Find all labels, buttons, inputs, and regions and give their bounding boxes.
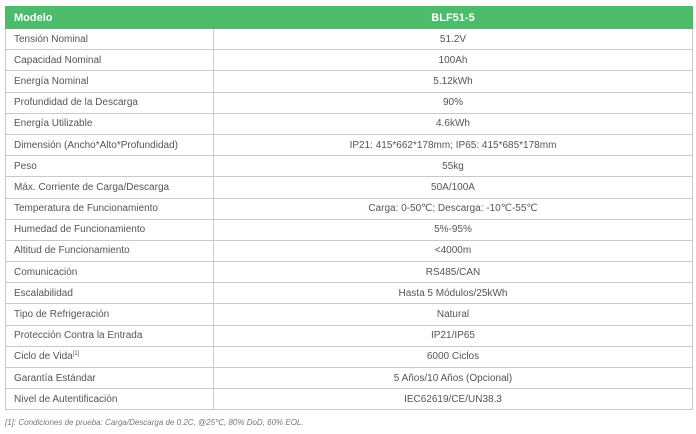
table-row [6, 346, 693, 367]
row-label: Tipo de Refrigeración [6, 304, 214, 325]
header-label: Modelo [6, 7, 214, 29]
row-value: 5 Años/10 Años (Opcional) [214, 368, 693, 389]
row-label: Garantía Estándar [6, 368, 214, 389]
table-row [6, 156, 693, 177]
row-label: Humedad de Funcionamiento [6, 219, 214, 240]
row-value: 5%-95% [214, 219, 693, 240]
footnote-text: [1]: Condiciones de prueba: Carga/Descarga de 0.2C, @25℃, 80% DoD, 60% EOL. [5, 418, 304, 427]
table-row [6, 325, 693, 346]
row-label: Máx. Corriente de Carga/Descarga [6, 177, 214, 198]
row-label-text: Ciclo de Vida [14, 351, 73, 363]
row-value: <4000m [214, 240, 693, 261]
table-row [6, 219, 693, 240]
row-value: IP21/IP65 [214, 325, 693, 346]
table-row [6, 113, 693, 134]
table-row [6, 29, 693, 50]
table-row [6, 50, 693, 71]
row-label: Temperatura de Funcionamiento [6, 198, 214, 219]
row-value: Carga: 0-50℃; Descarga: -10℃-55℃ [214, 198, 693, 219]
row-value: IEC62619/CE/UN38.3 [214, 389, 693, 410]
row-value: 55kg [214, 156, 693, 177]
row-value: 6000 Ciclos [214, 346, 693, 367]
table-row [6, 240, 693, 261]
footnote-marker: [1] [72, 351, 80, 358]
row-label: Escalabilidad [6, 283, 214, 304]
row-label: Energía Utilizable [6, 113, 214, 134]
row-label: Comunicación [6, 262, 214, 283]
spec-table [5, 6, 693, 410]
table-row [6, 177, 693, 198]
header-model: BLF51-5 [214, 7, 693, 29]
table-row [6, 71, 693, 92]
row-label: Altitud de Funcionamiento [6, 240, 214, 261]
row-value: RS485/CAN [214, 262, 693, 283]
row-value: Natural [214, 304, 693, 325]
table-row [6, 304, 693, 325]
table-row [6, 92, 693, 113]
table-header-row [6, 7, 693, 29]
row-label-with-note [6, 346, 214, 367]
row-value: 4.6kWh [214, 113, 693, 134]
row-value: 90% [214, 92, 693, 113]
row-label: Capacidad Nominal [6, 50, 214, 71]
row-label: Dimensión (Ancho*Alto*Profundidad) [6, 134, 214, 155]
row-label: Profundidad de la Descarga [6, 92, 214, 113]
table-row [6, 283, 693, 304]
row-label: Peso [6, 156, 214, 177]
row-label: Nivel de Autentificación [6, 389, 214, 410]
row-label: Energía Nominal [6, 71, 214, 92]
table-row [6, 368, 693, 389]
row-value: 100Ah [214, 50, 693, 71]
row-label: Protección Contra la Entrada [6, 325, 214, 346]
row-value: 51.2V [214, 29, 693, 50]
table-row [6, 134, 693, 155]
table-row [6, 389, 693, 410]
row-value: Hasta 5 Módulos/25kWh [214, 283, 693, 304]
table-row [6, 198, 693, 219]
row-value: IP21: 415*662*178mm; IP65: 415*685*178mm [214, 134, 693, 155]
table-row [6, 262, 693, 283]
row-value: 50A/100A [214, 177, 693, 198]
row-label: Tensión Nominal [6, 29, 214, 50]
row-value: 5.12kWh [214, 71, 693, 92]
